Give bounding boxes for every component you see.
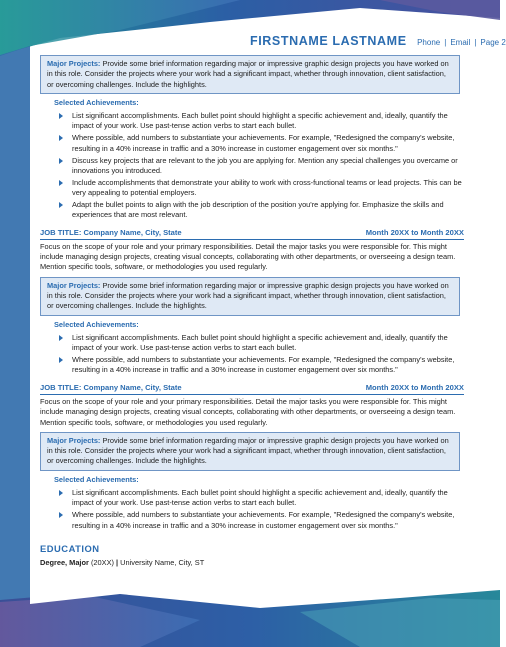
contact-line bbox=[417, 38, 506, 47]
achievement-text: List significant accomplishments. Each bullet point should highlight a specific achievement and, ideally, quantify the impact of your work. Use past-tense action verbs to start each bullet. bbox=[72, 488, 448, 508]
job-dates: Month 20XX to Month 20XX bbox=[365, 227, 464, 237]
achievement-text: Where possible, add numbers to substantiate your achievements. For example, "Redesigned the company's website, resulting in a 40% increase in traffic and a 30% increase in customer engagement over six months." bbox=[72, 510, 455, 530]
job-title-row bbox=[40, 383, 464, 395]
education-heading: EDUCATION bbox=[40, 542, 100, 554]
degree-text: Degree, Major bbox=[40, 558, 89, 568]
achievements-list bbox=[40, 488, 464, 531]
list-item bbox=[72, 133, 464, 154]
achievement-text: Discuss key projects that are relevant to the job you are applying for. Mention any special challenges you overcame or innovations you introduced. bbox=[72, 155, 458, 175]
achievements-list bbox=[40, 333, 464, 376]
list-item bbox=[72, 333, 464, 354]
bullet-arrow-icon bbox=[59, 490, 63, 496]
phone-text: Phone bbox=[417, 38, 441, 47]
major-projects-label: Major Projects: bbox=[47, 59, 101, 68]
bullet-arrow-icon bbox=[59, 180, 63, 186]
list-item bbox=[72, 510, 464, 531]
candidate-name: FIRSTNAME LASTNAME bbox=[250, 34, 407, 48]
list-item bbox=[72, 111, 464, 132]
achievements-heading: Selected Achievements: bbox=[54, 474, 139, 484]
bullet-arrow-icon bbox=[59, 512, 63, 518]
page-number: Page 2 bbox=[480, 38, 506, 47]
list-item bbox=[72, 178, 464, 199]
job-description: Focus on the scope of your role and your primary responsibilities. Detail the major tasks you were responsible for. This might include managing design projects, creating visual concepts, collaborating with other departments, or overseeing a design team. Mention specific tools, software, or methodologies you used regularly. bbox=[40, 241, 456, 272]
job-dates: Month 20XX to Month 20XX bbox=[365, 382, 464, 392]
separator: | bbox=[444, 38, 447, 47]
school-text: University Name, City, ST bbox=[120, 558, 205, 568]
achievement-text: List significant accomplishments. Each bullet point should highlight a specific achievement and, ideally, quantify the impact of your work. Use past-tense action verbs to start each bullet. bbox=[72, 111, 448, 131]
bullet-arrow-icon bbox=[59, 158, 63, 164]
major-projects-box bbox=[40, 277, 460, 316]
separator: | bbox=[116, 558, 119, 568]
achievement-text: Include accomplishments that demonstrate your ability to work with cross-functional teams or lead projects. This can be very appealing to potential employers. bbox=[72, 177, 462, 198]
list-item bbox=[72, 200, 464, 221]
education-entry bbox=[40, 558, 464, 568]
job-title: JOB TITLE: Company Name, City, State bbox=[40, 382, 182, 392]
resume-body bbox=[40, 55, 464, 568]
achievement-text: Where possible, add numbers to substantiate your achievements. For example, "Redesigned the company's website, resulting in a 40% increase in traffic and a 30% increase in customer engagement over six months." bbox=[72, 133, 455, 153]
achievements-heading: Selected Achievements: bbox=[54, 319, 139, 329]
achievements-list bbox=[40, 111, 464, 220]
list-item bbox=[72, 355, 464, 376]
achievement-text: Adapt the bullet points to align with the job description of the position you're applying for. Emphasize the skills and experiences that are most relevant. bbox=[72, 199, 444, 220]
major-projects-box bbox=[40, 55, 460, 94]
job-description: Focus on the scope of your role and your primary responsibilities. Detail the major tasks you were responsible for. This might include managing design projects, creating visual concepts, collaborating with other departments, or overseeing a design team. Mention specific tools, software, or methodologies you used regularly. bbox=[40, 396, 456, 427]
major-projects-text: Provide some brief information regarding major or impressive graphic design projects you have worked on in this role. Consider the projects where your work had a significant impact, whether through innovation, client satisfaction, or overcoming challenges. Include the highlights. bbox=[47, 59, 449, 89]
achievement-text: List significant accomplishments. Each bullet point should highlight a specific achievement and, ideally, quantify the impact of your work. Use past-tense action verbs to start each bullet. bbox=[72, 332, 448, 353]
separator: | bbox=[474, 38, 477, 47]
major-projects-text: Provide some brief information regarding major or impressive graphic design projects you have worked on in this role. Consider the projects where your work had a significant impact, whether through innovation, client satisfaction, or overcoming challenges. Include the highlights. bbox=[47, 280, 449, 311]
job-title-row bbox=[40, 228, 464, 240]
major-projects-label: Major Projects: bbox=[47, 280, 101, 290]
job-title: JOB TITLE: Company Name, City, State bbox=[40, 227, 182, 237]
list-item bbox=[72, 488, 464, 509]
achievements-heading: Selected Achievements: bbox=[54, 97, 139, 107]
major-projects-box bbox=[40, 432, 460, 471]
degree-year: (20XX) bbox=[90, 558, 114, 568]
bullet-arrow-icon bbox=[59, 113, 63, 119]
bullet-arrow-icon bbox=[59, 357, 63, 363]
achievement-text: Where possible, add numbers to substantiate your achievements. For example, "Redesigned the company's website, resulting in a 40% increase in traffic and a 30% increase in customer engagement over six months." bbox=[72, 355, 455, 375]
bullet-arrow-icon bbox=[59, 335, 63, 341]
bullet-arrow-icon bbox=[59, 135, 63, 141]
resume-header bbox=[250, 32, 506, 50]
major-projects-text: Provide some brief information regarding major or impressive graphic design projects you have worked on in this role. Consider the projects where your work had a significant impact, whether through innovation, client satisfaction, or overcoming challenges. Include the highlights. bbox=[47, 435, 449, 466]
email-text: Email bbox=[450, 38, 471, 47]
major-projects-label: Major Projects: bbox=[47, 435, 101, 445]
bullet-arrow-icon bbox=[59, 202, 63, 208]
list-item bbox=[72, 156, 464, 177]
